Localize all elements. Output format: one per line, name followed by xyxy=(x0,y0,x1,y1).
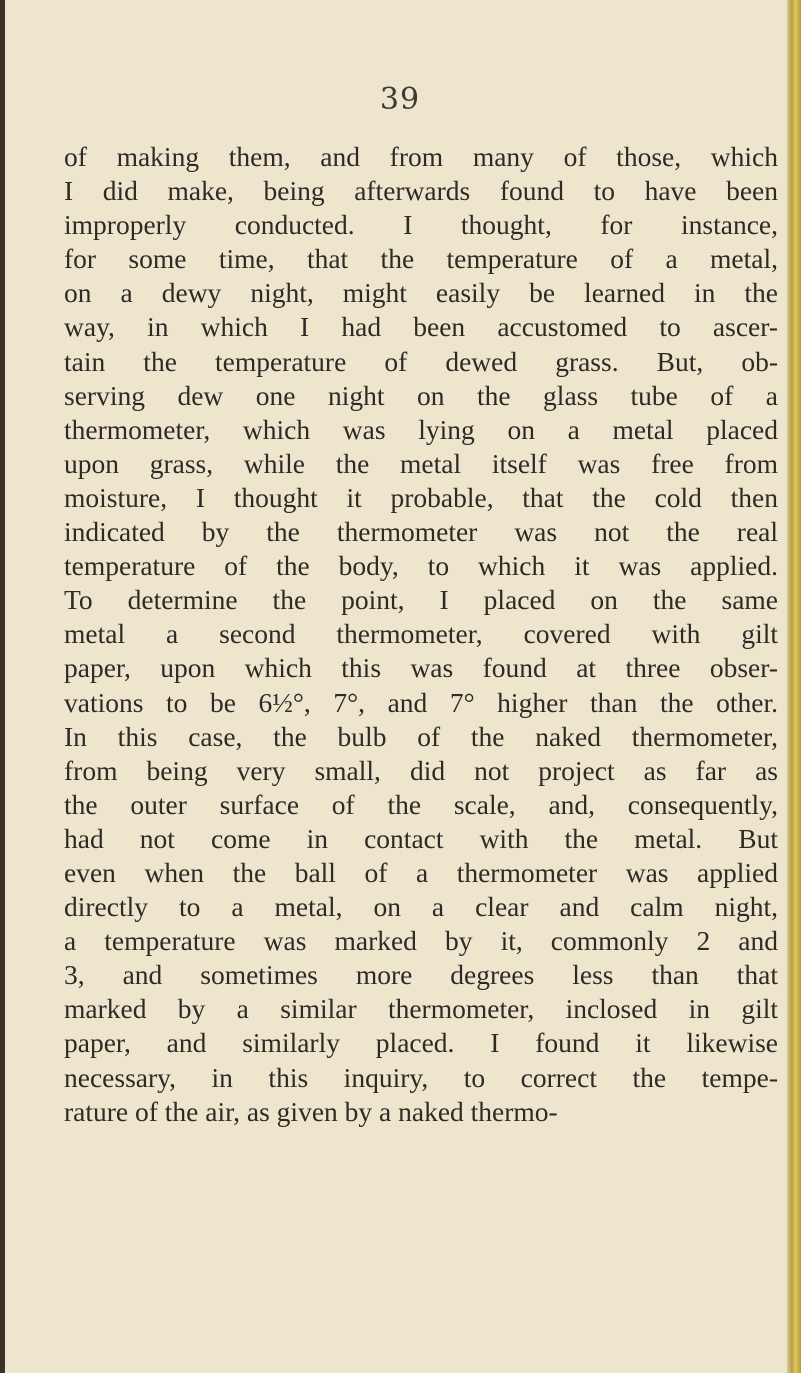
text-line: I did make, being afterwards found to have been xyxy=(64,175,778,207)
text-line: way, in which I had been accustomed to ascer- xyxy=(64,311,778,343)
text-line: 3, and sometimes more degrees less than that xyxy=(64,959,778,991)
text-line: on a dewy night, might easily be learned in the xyxy=(64,277,778,309)
text-line: marked by a similar thermometer, inclosed in gilt xyxy=(64,993,778,1025)
text-line: paper, upon which this was found at three obser- xyxy=(64,652,778,684)
text-line: for some time, that the temperature of a metal, xyxy=(64,243,778,275)
text-line: the outer surface of the scale, and, consequently, xyxy=(64,788,778,820)
text-line: vations to be 6½°, 7°, and 7° higher than the other. xyxy=(64,686,778,718)
text-line: necessary, in this inquiry, to correct the tempe- xyxy=(64,1061,778,1093)
text-line: tain the temperature of dewed grass. But, ob- xyxy=(64,345,778,377)
text-line: directly to a metal, on a clear and calm night, xyxy=(64,891,778,923)
text-line: To determine the point, I placed on the same xyxy=(64,584,778,616)
text-line: improperly conducted. I thought, for instance, xyxy=(64,209,778,241)
text-line: of making them, and from many of those, which xyxy=(64,141,778,172)
page-right-edge xyxy=(787,0,801,1373)
text-line: from being very small, did not project as far as xyxy=(64,754,778,786)
text-line: indicated by the thermometer was not the real xyxy=(64,516,778,548)
text-line: metal a second thermometer, covered with gilt xyxy=(64,618,778,650)
text-line: rature of the air, as given by a naked thermo- xyxy=(64,1095,558,1127)
text-line: thermometer, which was lying on a metal placed xyxy=(64,413,778,445)
text-line: even when the ball of a thermometer was applied xyxy=(64,856,778,888)
text-line: serving dew one night on the glass tube of a xyxy=(64,379,778,411)
text-line: upon grass, while the metal itself was free from xyxy=(64,447,778,479)
page-number: 39 xyxy=(379,82,421,117)
text-line: In this case, the bulb of the naked thermometer, xyxy=(64,720,778,752)
body-text xyxy=(64,140,778,1129)
text-line: paper, and similarly placed. I found it likewise xyxy=(64,1027,778,1059)
text-line: temperature of the body, to which it was applied. xyxy=(64,550,778,582)
page-left-edge xyxy=(0,0,5,1373)
text-line: moisture, I thought it probable, that the cold then xyxy=(64,481,778,513)
text-line: had not come in contact with the metal. But xyxy=(64,822,778,854)
text-line: a temperature was marked by it, commonly 2 and xyxy=(64,925,778,957)
